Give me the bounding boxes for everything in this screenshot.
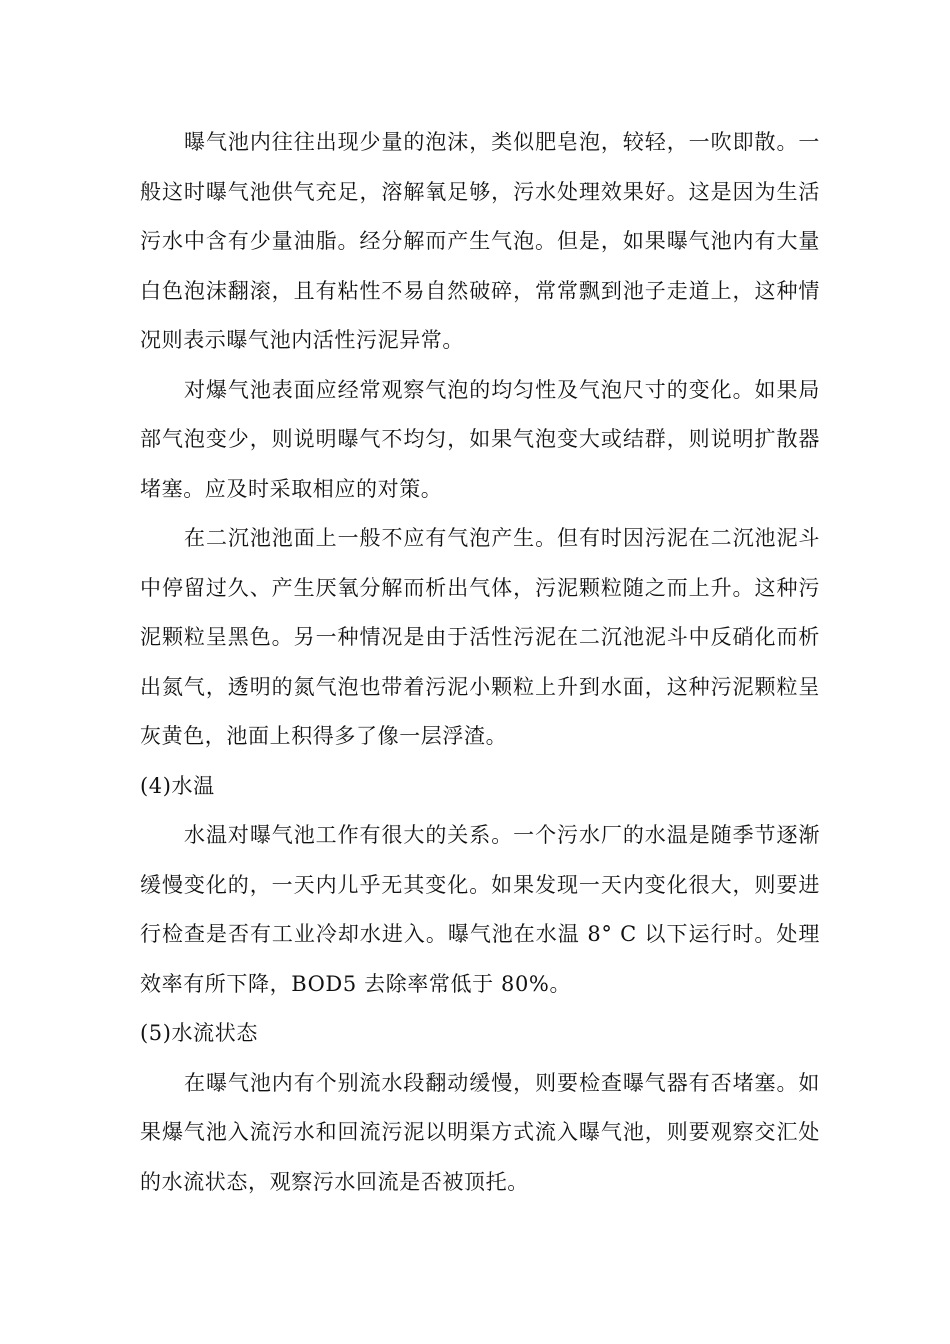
section-heading-flow-state: (5)水流状态 (140, 1021, 258, 1045)
paragraph-foam: 曝气池内往往出现少量的泡沫，类似肥皂泡，较轻，一吹即散。一般这时曝气池供气充足，溶解氧足够，污水处理效果好。这是因为生活污水中含有少量油脂。经分解而产生气泡。但是，如果曝气池内有大量白色泡沫翻滚，且有粘性不易自然破碎，常常飘到池子走道上，这种情况则表示曝气池内活性污泥异常。 (140, 130, 820, 352)
paragraph-water-temperature: 水温对曝气池工作有很大的关系。一个污水厂的水温是随季节逐渐缓慢变化的，一天内儿乎无其变化。如果发现一天内变化很大，则要进行检查是否有工业冷却水进入。曝气池在水温 8° C 以下运行时。处理效率有所下降，BOD5 去除率常低于 80%。 (140, 823, 820, 996)
paragraph-flow-state: 在曝气池内有个别流水段翻动缓慢，则要检查曝气器有否堵塞。如果爆气池入流污水和回流污泥以明渠方式流入曝气池，则要观察交汇处的水流状态，观察污水回流是否被顶托。 (140, 1070, 820, 1194)
paragraph-secondary-clarifier: 在二沉池池面上一般不应有气泡产生。但有时因污泥在二沉池泥斗中停留过久、产生厌氧分解而析出气体，污泥颗粒随之而上升。这种污泥颗粒呈黑色。另一种情况是由于活性污泥在二沉池泥斗中反硝化而析出氮气，透明的氮气泡也带着污泥小颗粒上升到水面，这种污泥颗粒呈灰黄色，池面上积得多了像一层浮渣。 (140, 526, 820, 748)
section-heading-water-temperature: (4)水温 (140, 773, 215, 798)
document-body (140, 118, 820, 1207)
paragraph-bubble-observation: 对爆气池表面应经常观察气泡的均匀性及气泡尺寸的变化。如果局部气泡变少，则说明曝气不均匀，如果气泡变大或结群，则说明扩散器堵塞。应及时采取相应的对策。 (140, 377, 820, 501)
